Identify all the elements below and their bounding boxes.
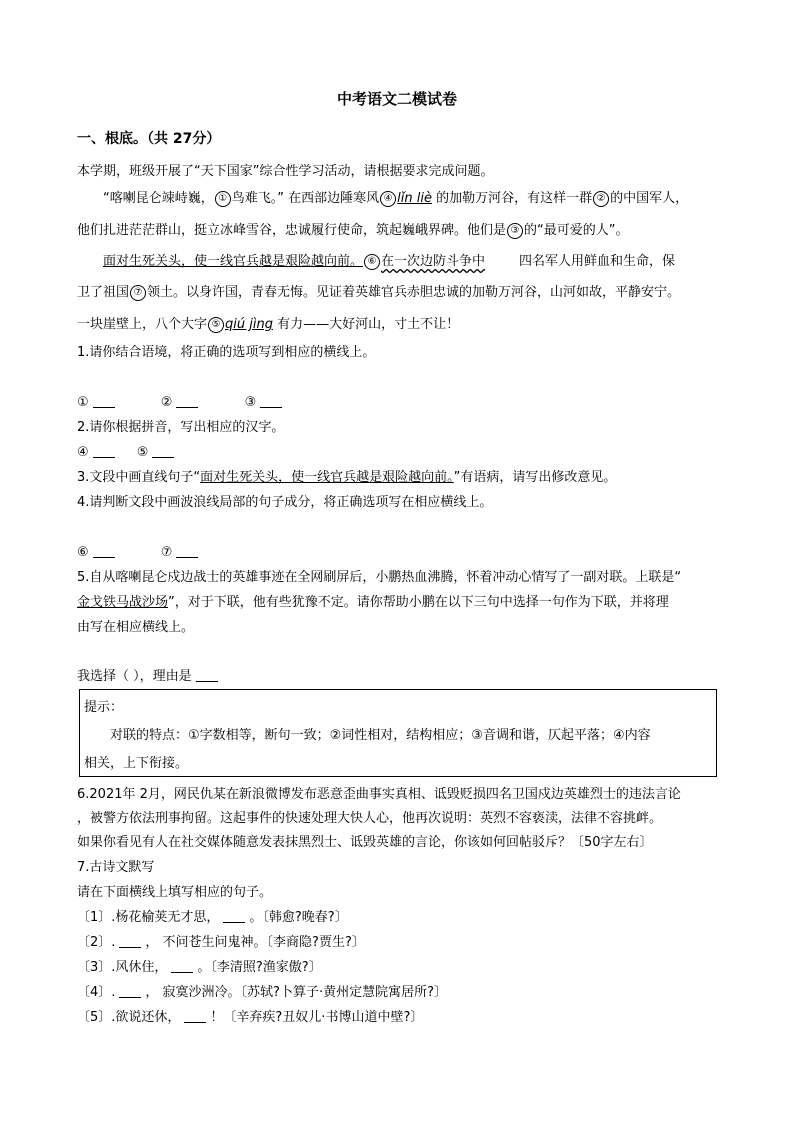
hint-label: 提示：	[84, 700, 124, 715]
marker-6: ⑥	[364, 254, 380, 270]
answer-blank-7[interactable]	[176, 545, 198, 558]
passage-para1-line2: 他们扎进茫茫群山，挺立冰峰雪谷，忠诚履行使命，筑起巍峨界碑。他们是 ③ 的“最可爱的人”。	[77, 223, 629, 238]
poem-blank-4[interactable]	[119, 985, 141, 998]
answer-blank-6[interactable]	[93, 545, 115, 558]
q5-answer-row: 我选择（ ），理由是	[77, 668, 222, 686]
question-4: 4.请判断文段中画波浪线局部的句子成分，将正确选项写在相应横线上。	[77, 495, 493, 510]
marker-4: ④	[380, 191, 396, 207]
answer-blank-4[interactable]	[93, 445, 115, 458]
question-5-line3: 由写在相应横线上。	[77, 620, 195, 635]
marker-7: ⑦	[130, 285, 146, 301]
question-6-line3: 如果你看见有人在社交媒体随意发表抹黑烈士、诋毁英雄的言论，你该如何回帖驳斥？〔50字左右〕	[77, 835, 653, 850]
question-6-line2: ，被警方依法刑事拘留。这起事件的快速处理大快人心，他再次说明：英烈不容亵渎，法律不容挑衅。	[77, 811, 663, 826]
question-3: 3.文段中画直线句子“面对生死关头，使一线官兵越是艰险越向前。”有语病，请写出修改意见。	[77, 470, 617, 485]
q4-answer-row: ⑥ ⑦	[77, 544, 202, 562]
marker-2: ②	[593, 191, 609, 207]
q1-answer-row: ① ② ③	[77, 394, 286, 412]
wavy-segment: 在一次边防斗争中	[381, 254, 486, 269]
question-6-line1: 6.2021年 2月，网民仇某在新浪微博发布恶意歪曲事实真相、诋毁贬损四名卫国戍边英雄烈士的违法言论	[77, 787, 681, 802]
marker-3: ③	[507, 223, 523, 239]
question-5-line2: 金戈铁马战沙场”，对于下联，他有些犹豫不定。请你帮助小鹏在以下三句中选择一句作为下联，并将理	[77, 595, 669, 610]
hint-box	[79, 689, 717, 777]
passage-para1-line1: “喀喇昆仑竦峙巍， ① 鸟难飞。” 在西部边陲寒风 ④ lǐn liè 的加勒万河谷，有这样一群 ② 的中国军人，	[103, 191, 689, 206]
answer-blank-reason[interactable]	[196, 669, 218, 682]
poem-blank-3[interactable]	[171, 960, 193, 973]
poem-item-3: 〔3〕.风休住， 。〔李清照?渔家傲?〕	[77, 960, 322, 975]
underlined-sentence: 面对生死关头，使一线官兵越是艰险越向前。	[103, 254, 364, 269]
passage-para2-line1: 面对生死关头，使一线官兵越是艰险越向前。 ⑥ 在一次边防斗争中 四名军人用鲜血和生命，保	[103, 254, 676, 269]
hint-line2: 相关，上下衔接。	[84, 756, 189, 771]
question-1: 1.请你结合语境，将正确的选项写到相应的横线上。	[77, 345, 376, 360]
poem-blank-1[interactable]	[223, 910, 245, 923]
marker-5: ⑤	[208, 317, 224, 333]
answer-blank-1[interactable]	[93, 395, 115, 408]
answer-blank-2[interactable]	[176, 395, 198, 408]
pinyin-4: lǐn liè	[397, 191, 432, 206]
hint-line1: 对联的特点：①字数相等，断句一致；②词性相对，结构相应；③音调和谐，仄起平落；④内容	[110, 728, 651, 743]
q2-answer-row: ④ ⑤	[77, 444, 178, 462]
passage-para2-line3: 一块崖壁上，八个大字 ⑤ qiú jìng 有力——大好河山，寸土不让！	[77, 317, 460, 332]
marker-1: ①	[215, 191, 231, 207]
poem-item-4: 〔4〕. ， 寂寞沙洲冷。〔苏轼?卜算子·黄州定慧院寓居所?〕	[77, 985, 447, 1000]
question-2: 2.请你根据拼音，写出相应的汉字。	[77, 420, 285, 435]
poem-item-5: 〔5〕.欲说还休， ！〔辛弃疾?丑奴儿·书博山道中壁?〕	[77, 1010, 424, 1025]
poem-item-2: 〔2〕. ， 不问苍生问鬼神。〔李商隐?贾生?〕	[77, 935, 365, 950]
couplet-upper: 金戈铁马战沙场	[77, 595, 169, 610]
poem-item-1: 〔1〕.杨花榆荚无才思， 。〔韩愈?晚春?〕	[77, 910, 348, 925]
question-7-title: 7.古诗文默写	[77, 860, 155, 875]
question-7-instruction: 请在下面横线上填写相应的句子。	[77, 885, 273, 900]
poem-blank-5[interactable]	[184, 1010, 206, 1023]
poem-blank-2[interactable]	[119, 935, 141, 948]
question-5-line1: 5.自从喀喇昆仑戍边战士的英雄事迹在全网刷屏后，小鹏热血沸腾，怀着冲动心情写了一副对联。上联是“	[77, 570, 682, 585]
pinyin-5: qiú jìng	[225, 317, 273, 332]
section-heading: 一、根底。（共 27分）	[77, 131, 221, 147]
answer-blank-3[interactable]	[260, 395, 282, 408]
answer-blank-5[interactable]	[152, 445, 174, 458]
page-title: 中考语文二模试卷	[336, 90, 457, 108]
intro-text: 本学期，班级开展了“天下国家”综合性学习活动，请根据要求完成问题。	[77, 164, 494, 179]
passage-para2-line2: 卫了祖国 ⑦ 领土。以身许国，青春无悔。见证着英雄官兵赤胆忠诚的加勒万河谷，山河如故，平静安宁。	[77, 285, 681, 300]
